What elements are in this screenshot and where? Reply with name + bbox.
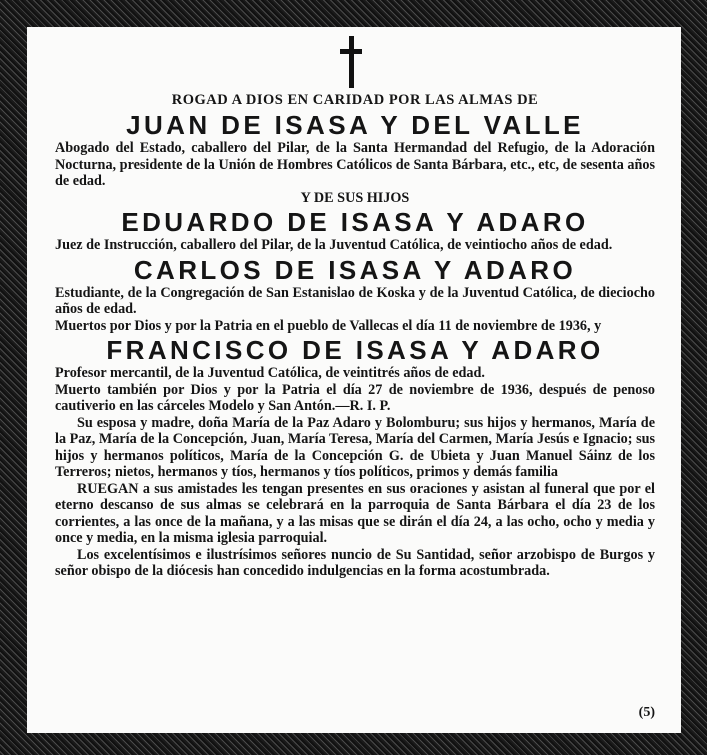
description-carlos: Estudiante, de la Congregación de San Estanislao de Koska y de la Juventud Católica, de dieciocho años de edad. — [55, 284, 655, 317]
description-francisco: Profesor mercantil, de la Juventud Católica, de veintitrés años de edad. — [55, 365, 485, 381]
death-statement-francisco: Muerto también por Dios y por la Patria el día 27 de noviembre de 1936, después de penoso cautiverio en las cárceles Modelo y San Antón.—R. I. P. — [55, 381, 655, 414]
and-sons-line: Y DE SUS HIJOS — [300, 189, 410, 206]
name-eduardo: EDUARDO DE ISASA Y ADARO — [121, 207, 589, 237]
death-statement-vallecas: Muertos por Dios y por la Patria en el pueblo de Vallecas el día 11 de noviembre de 1936, y — [55, 317, 602, 334]
indulgence-paragraph: Los excelentísimos e ilustrísimos señores nuncio de Su Santidad, señor arzobispo de Burgos y señor obispo de la diócesis han concedido indulgencias en la forma acostumbrada. — [55, 546, 655, 579]
description-juan: Abogado del Estado, caballero del Pilar, de la Santa Hermandad del Refugio, de la Adoración Nocturna, presidente de la Unión de Hombres Católicos de Santa Bárbara, etc., etc, de sesenta años de edad. — [55, 140, 655, 189]
name-francisco: FRANCISCO DE ISASA Y ADARO — [106, 335, 604, 365]
description-eduardo: Juez de Instrucción, caballero del Pilar, de la Juventud Católica, de veintiocho años de edad. — [55, 237, 613, 253]
notice-code: (5) — [638, 705, 655, 720]
opening-line: ROGAD A DIOS EN CARIDAD POR LAS ALMAS DE — [171, 92, 539, 108]
family-paragraph: Su esposa y madre, doña María de la Paz Adaro y Bolomburu; sus hijos y hermanos, María de la Paz, María de la Concepción, Juan, María Teresa, María del Carmen, María Jesús e Ignacio; sus hijos y hermanos políticos, María de la Concepción G. de Ubieta y Juan Manuel Sáinz de los Terreros; nietos, hermanos y tíos, hermanos y tíos políticos, primos y demás familia — [55, 414, 655, 480]
name-juan: JUAN DE ISASA Y DEL VALLE — [126, 110, 584, 140]
funeral-request-paragraph: RUEGAN a sus amistades les tengan presentes en sus oraciones y asistan al funeral que por el eterno descanso de sus almas se celebrará en la parroquia de Santa Bárbara el día 23 de los corrientes, a las once de la mañana, y a las misas que se dirán el día 24, a las ocho, ocho y media y once y media, en la misma iglesia parroquial. — [55, 480, 655, 546]
cross-icon — [340, 36, 362, 88]
notice-content — [55, 91, 655, 580]
name-carlos: CARLOS DE ISASA Y ADARO — [133, 254, 577, 285]
